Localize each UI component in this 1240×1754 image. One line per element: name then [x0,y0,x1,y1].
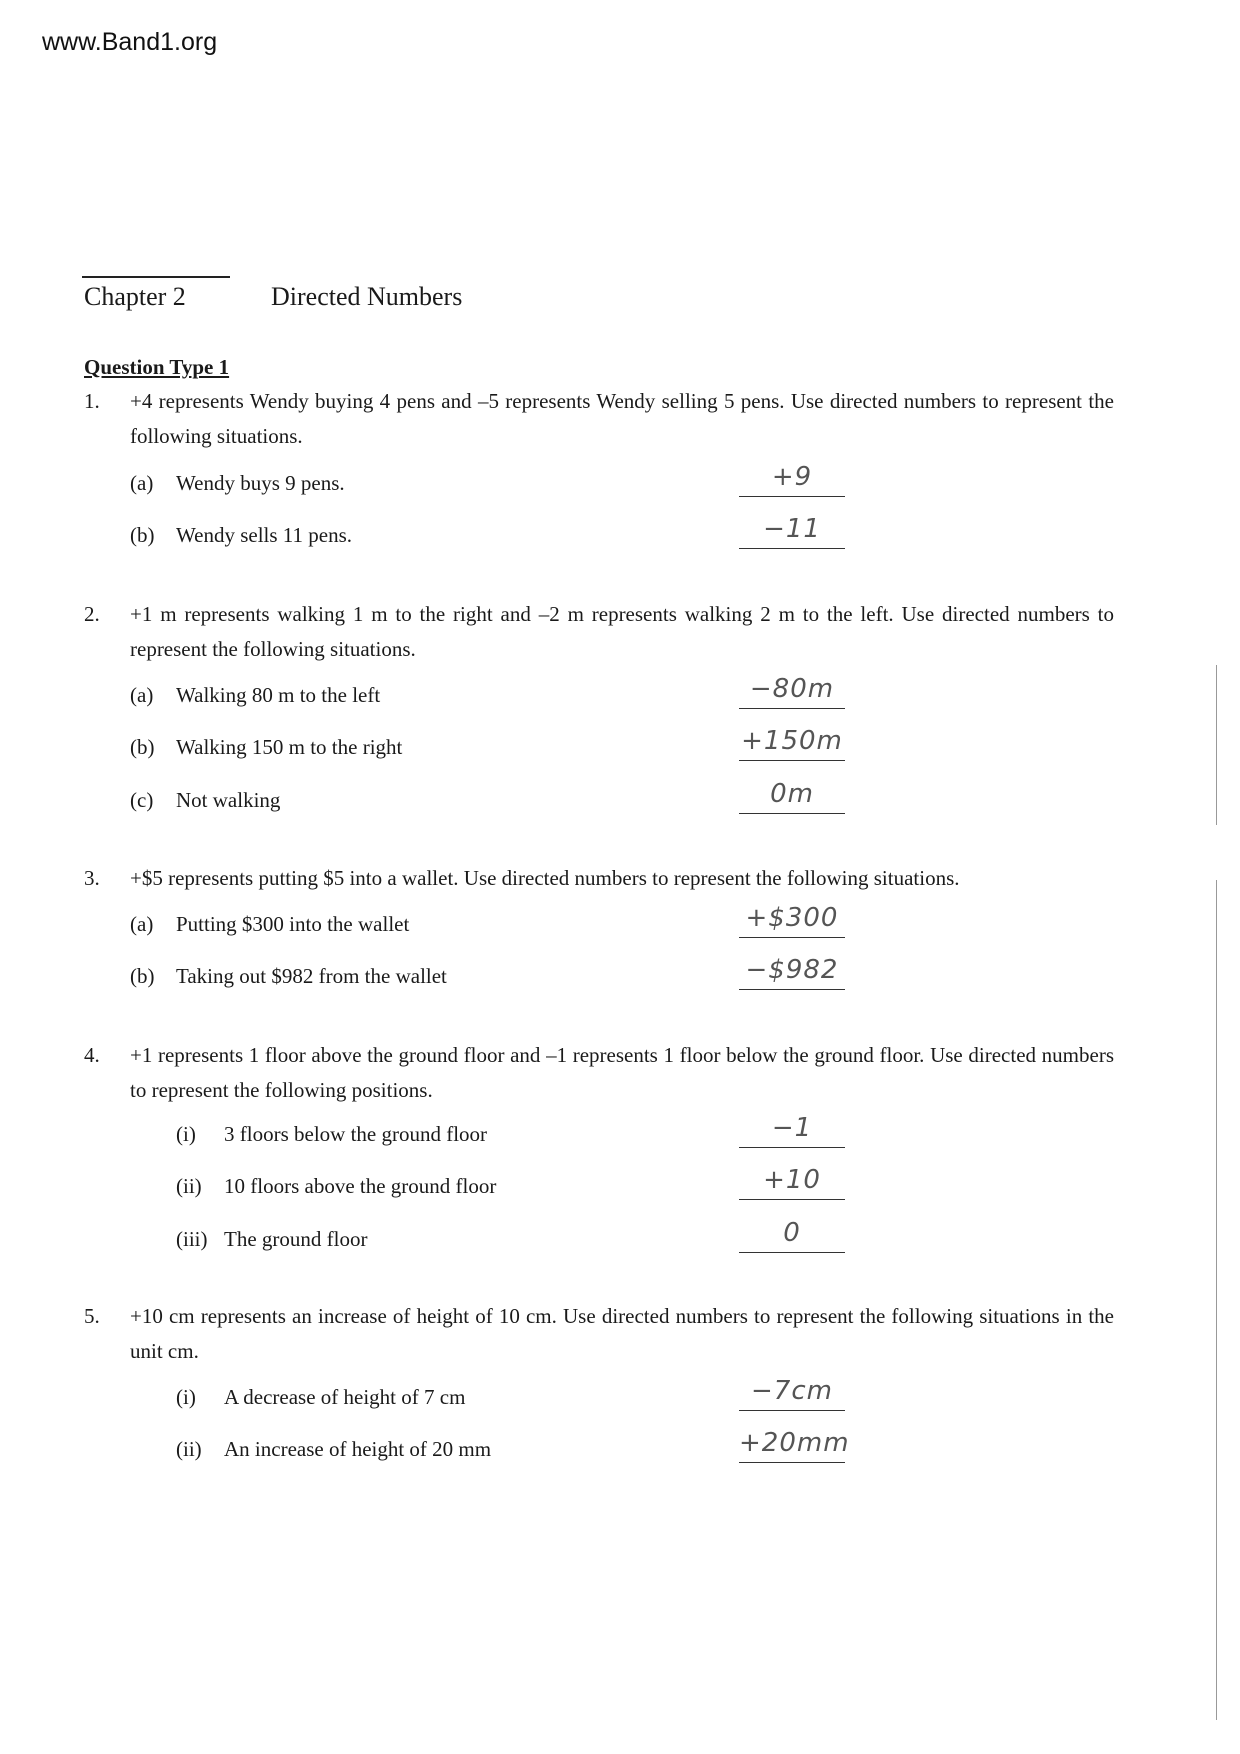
part-text: Putting $300 into the wallet [176,912,410,936]
part-label: (b) [130,523,155,547]
part-text: Wendy sells 11 pens. [176,523,353,547]
question-5-part-i [176,1382,465,1412]
question-3-part-a [130,909,409,939]
question-4-part-ii [176,1171,496,1201]
question-2-part-b [130,732,402,762]
scan-margin-line [1216,665,1217,825]
answer-field[interactable]: −1 [739,1111,845,1148]
answer-field[interactable]: 0m [739,777,845,814]
answer-field[interactable]: +9 [739,460,845,497]
part-label: (b) [130,964,155,988]
question-stem: +10 cm represents an increase of height of 10 cm. Use directed numbers to represent the following situations in the unit cm. [130,1304,1114,1363]
question-number: 2. [84,602,100,626]
part-label: (c) [130,788,154,812]
question-1 [84,384,1114,454]
answer-field[interactable]: +150m [739,724,845,761]
chapter-title: Directed Numbers [271,282,463,311]
question-3-part-b [130,961,447,991]
part-text: Wendy buys 9 pens. [176,471,345,495]
site-watermark: www.Band1.org [42,28,218,56]
question-stem: +1 represents 1 floor above the ground floor and –1 represents 1 floor below the ground floor. Use directed numbers to represent the following positions. [130,1043,1114,1102]
question-2-part-a [130,680,380,710]
part-text: 10 floors above the ground floor [224,1174,497,1198]
part-text: Walking 80 m to the left [176,683,381,707]
question-2 [84,597,1114,667]
question-5-part-ii [176,1434,491,1464]
part-label: (iii) [176,1227,208,1251]
question-stem: +1 m represents walking 1 m to the right and –2 m represents walking 2 m to the left. Use directed numbers to represent the following situations. [130,602,1114,661]
question-stem: +$5 represents putting $5 into a wallet. Use directed numbers to represent the following situations. [130,866,960,890]
part-text: The ground floor [224,1227,368,1251]
answer-field[interactable]: +10 [739,1163,845,1200]
question-number: 3. [84,866,100,890]
answer-field[interactable]: +20mm [739,1426,845,1463]
answer-field[interactable]: −11 [739,512,845,549]
question-1-part-a [130,468,345,498]
answer-field[interactable]: −80m [739,672,845,709]
part-label: (b) [130,735,155,759]
part-label: (ii) [176,1174,202,1198]
question-4-part-iii [176,1224,367,1254]
part-text: 3 floors below the ground floor [224,1122,488,1146]
question-type-heading: Question Type 1 [84,355,230,379]
part-label: (a) [130,912,154,936]
part-label: (i) [176,1385,196,1409]
title-rule [82,276,230,278]
part-text: Not walking [176,788,281,812]
part-label: (a) [130,683,154,707]
answer-field[interactable]: 0 [739,1216,845,1253]
scan-margin-line [1216,880,1217,1720]
question-1-part-b [130,520,352,550]
part-label: (ii) [176,1437,202,1461]
part-text: An increase of height of 20 mm [224,1437,492,1461]
answer-field[interactable]: +$300 [739,901,845,938]
question-4-part-i [176,1119,487,1149]
chapter-label: Chapter 2 [84,282,186,311]
answer-field[interactable]: −$982 [739,953,845,990]
question-4 [84,1038,1114,1108]
part-text: Walking 150 m to the right [176,735,403,759]
question-3 [84,861,1114,896]
answer-field[interactable]: −7cm [739,1374,845,1411]
part-text: A decrease of height of 7 cm [224,1385,466,1409]
question-5 [84,1299,1114,1369]
question-number: 1. [84,389,100,413]
question-number: 4. [84,1043,100,1067]
question-stem: +4 represents Wendy buying 4 pens and –5 represents Wendy selling 5 pens. Use directed numbers to represent the following situations. [130,389,1114,448]
question-2-part-c [130,785,280,815]
question-number: 5. [84,1304,100,1328]
part-text: Taking out $982 from the wallet [176,964,447,988]
part-label: (a) [130,471,154,495]
part-label: (i) [176,1122,196,1146]
